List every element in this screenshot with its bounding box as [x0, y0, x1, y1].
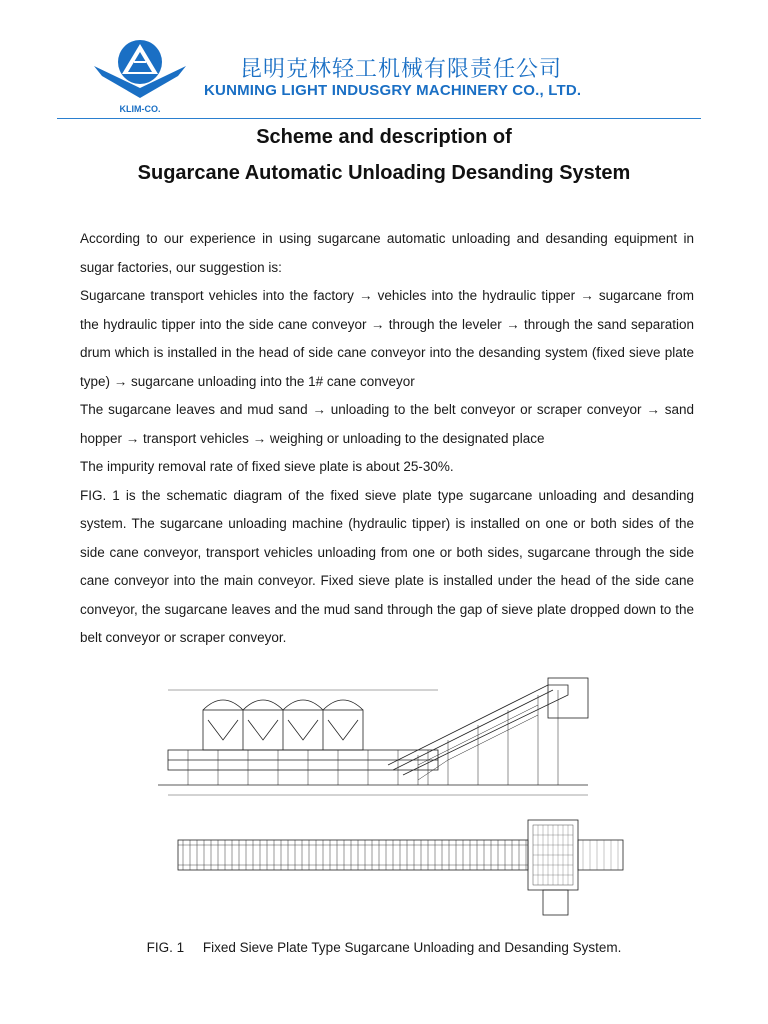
company-logo: [92, 36, 192, 116]
body-text: [80, 225, 694, 653]
letterhead: [0, 0, 768, 120]
paragraph: Sugarcane transport vehicles into the factory → vehicles into the hydraulic tipper → sugarcane from the hydraulic tipper into the side cane conveyor → through the leveler → through the sand separation drum which is installed in the head of side cane conveyor into the desanding system (fixed sieve plate type) → sugarcane unloading into the 1# cane conveyor: [80, 288, 694, 389]
conveyor-slats: [183, 840, 526, 870]
figure-caption: FIG. 1 Fixed Sieve Plate Type Sugarcane Unloading and Desanding System.: [146, 940, 622, 955]
engineering-drawing-figure: [148, 660, 638, 930]
paragraph: According to our experience in using sugarcane automatic unloading and desanding equipment in sugar factories, our suggestion is:: [80, 231, 694, 275]
paragraph: The sugarcane leaves and mud sand → unloading to the belt conveyor or scraper conveyor → sand hopper → transport vehicles → weighing or unloading to the designated place: [80, 402, 694, 446]
document-title-line1: Scheme and description of: [256, 126, 512, 148]
company-name-chinese: 昆明克林轻工机械有限责任公司: [240, 57, 563, 82]
header-divider: [57, 118, 701, 119]
logo-text: KLIM-CO.: [119, 104, 161, 114]
sieve-grid: [533, 825, 618, 885]
paragraph: FIG. 1 is the schematic diagram of the fixed sieve plate type sugarcane unloading and desanding system. The sugarcane unloading machine (hydraulic tipper) is installed on one or both sides of the side cane conveyor, transport vehicles unloading from one or both sides, sugarcane through the side cane conveyor into the main conveyor. Fixed sieve plate is installed under the head of the side cane conveyor, the sugarcane leaves and the mud sand through the gap of sieve plate dropped down to the belt conveyor or scraper conveyor.: [80, 487, 694, 645]
company-name-english: KUNMING LIGHT INDUSGRY MACHINERY CO., LTD.: [204, 82, 582, 99]
document-title-line2: Sugarcane Automatic Unloading Desanding System: [137, 162, 631, 184]
paragraph: The impurity removal rate of fixed sieve plate is about 25-30%.: [80, 459, 454, 474]
hydraulic-tipper-hoppers: [203, 700, 363, 750]
